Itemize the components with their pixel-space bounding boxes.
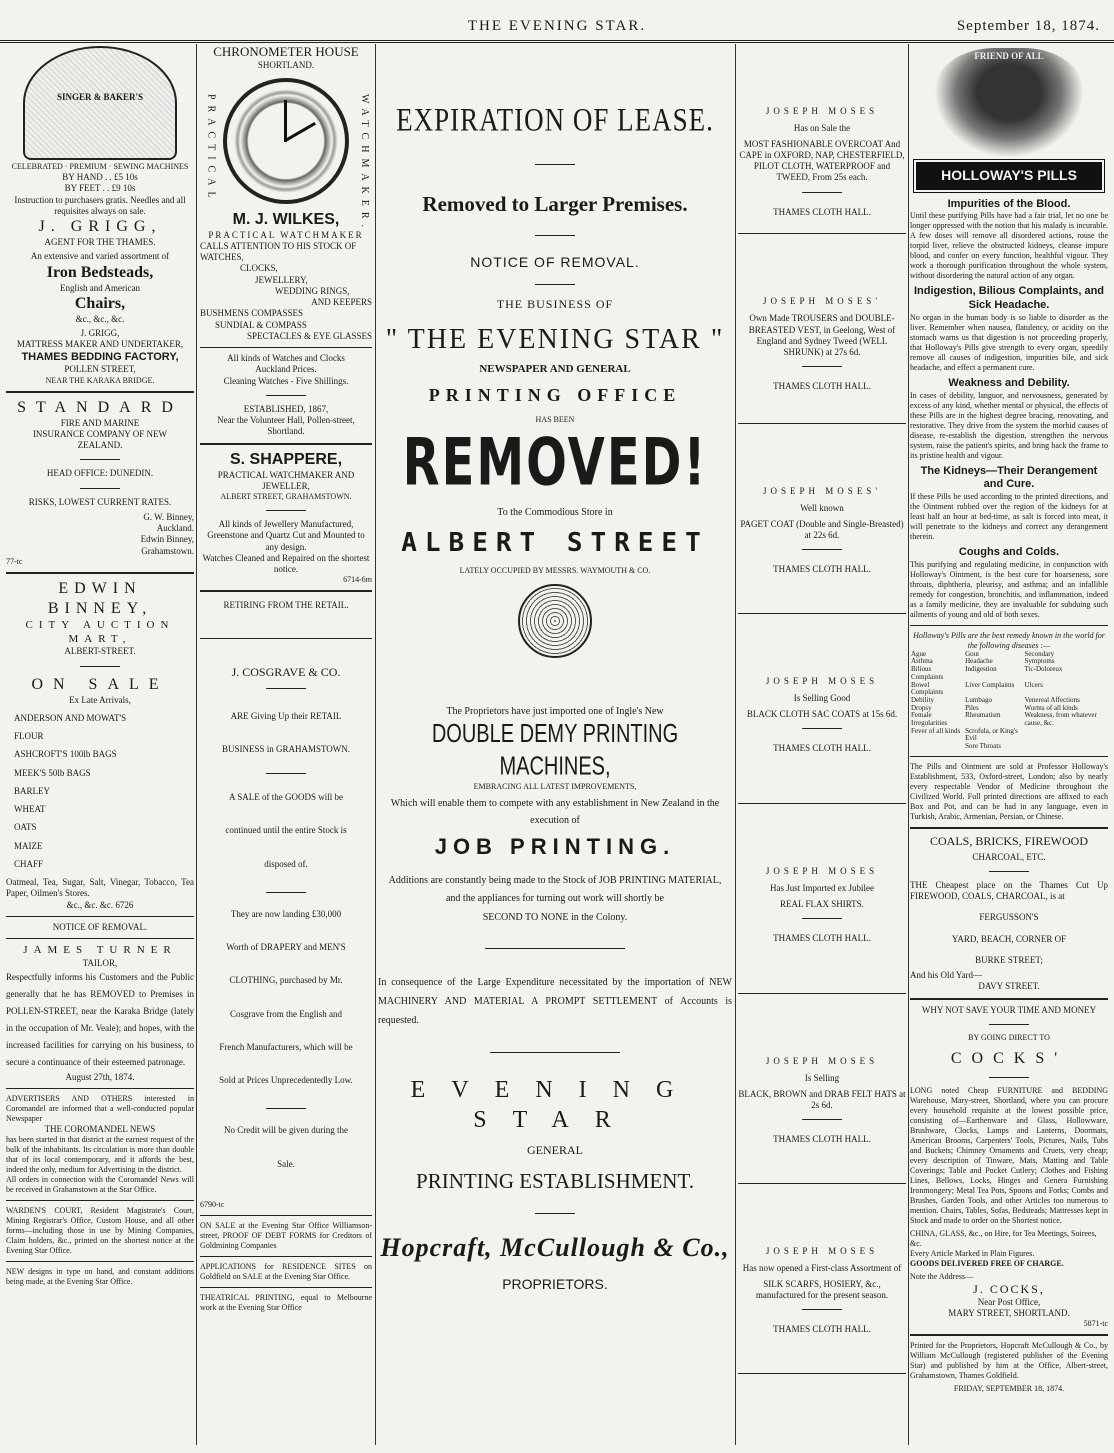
disease-row	[910, 651, 1108, 659]
signature-1: G. W. Binney,	[143, 511, 194, 522]
cosgrave-line: They are now landing £30,000	[230, 908, 342, 919]
retiring-heading: RETIRING FROM THE RETAIL.	[223, 600, 349, 611]
disease-cell: Bilious Complaints	[911, 665, 944, 681]
cocks-heading: COCKS'	[950, 1049, 1068, 1067]
moses-ad	[738, 424, 906, 614]
assortment-text: An extensive and varied assortment of	[30, 251, 170, 262]
moses-ad	[738, 994, 906, 1184]
standard-line1: FIRE AND MARINE	[60, 417, 140, 428]
disease-cell: Rheumatism	[965, 711, 1001, 720]
friend-of-all: FRIEND OF ALL	[974, 51, 1044, 61]
mary-street: MARY STREET, SHORTLAND.	[948, 1308, 1070, 1319]
misc-stores: Oatmeal, Tea, Sugar, Salt, Vinegar, Tobacco, Tea Paper, Oilmen's Stores.	[6, 877, 194, 899]
sale-item: MAIZE	[14, 840, 43, 851]
instruction-text: Instruction to purchasers gratis. Needles and all requisites always on sale.	[14, 194, 186, 216]
holloway-para-3: In cases of debility, languor, and nervousness, generated by excess of any kind, whether mental or physical, the effects of these Pills are in the highest degree bracing, renovating, and restorative. They drive from the system the morbid causes of disease, re-establish the digestion, strengthen the nervous system, raise the patient's spirits, and bring back the frame to its pristine health and vigour.	[910, 390, 1108, 460]
grigg-name: J. GRIGG,	[38, 218, 162, 235]
english-american: English and American	[60, 282, 140, 293]
standard-line2: INSURANCE COMPANY OF NEW	[32, 428, 168, 439]
masthead-date: September 18, 1874.	[956, 18, 1100, 34]
business-of: THE BUSINESS OF	[496, 296, 614, 311]
moses-ad	[738, 1184, 906, 1374]
cosgrave-line: CLOTHING, purchased by Mr.	[229, 975, 343, 986]
evening-star-heading: EVENING STAR	[410, 1077, 700, 1134]
wilkes-calls: CALLS ATTENTION TO HIS STOCK OF WATCHES,	[200, 240, 357, 262]
cosgrave-line: BUSINESS in GRAHAMSTOWN.	[221, 743, 351, 754]
shappere-watches: Watches Cleaned and Repaired on the shortest notice.	[202, 552, 370, 574]
moses-ad-head: JOSEPH MOSES	[765, 106, 879, 116]
moses-ad-footer: THAMES CLOTH HALL.	[773, 742, 871, 753]
charcoal-etc: CHARCOAL, ETC.	[972, 851, 1046, 862]
coromandel-title: THE COROMANDEL NEWS	[44, 1123, 156, 1134]
holloway-para-2: No organ in the human body is so liable to disorder as the liver. Remember when nausea, flatulency, or acidity on the stomach warns us that digestion is not proceeding properly, that Holloway's Pills give strength to every organ, speedily remove all causes of indigestion, impurities bile, and sick headache, and effect a permanent cure.	[910, 312, 1108, 372]
bedding-factory: THAMES BEDDING FACTORY,	[21, 350, 179, 363]
disease-cell: Ague	[911, 649, 927, 658]
coromandel-orders: All orders in connection with the Coromandel News will be received in Grahamstown at the Star Office.	[6, 1175, 194, 1195]
shappere-street: ALBERT STREET, GRAHAMSTOWN.	[220, 492, 352, 501]
proprietors-label: PROPRIETORS.	[502, 1276, 608, 1292]
wilkes-near: Near the Volunteer Hall, Pollen-street,	[217, 415, 355, 425]
disease-cell: Indigestion	[965, 665, 997, 674]
signature-2: Edwin Binney,	[140, 534, 194, 545]
improvements: EMBRACING ALL LATEST IMPROVEMENTS,	[473, 782, 637, 792]
cosgrave-name: J. COSGRAVE & CO.	[231, 664, 341, 679]
sale-item: ASHCROFT'S 100lb BAGS	[14, 749, 117, 760]
cosgrave-line: A SALE of the GOODS will be	[229, 792, 343, 802]
standard-code: 77-tc	[6, 556, 23, 566]
cocks-body: LONG noted Cheap FURNITURE and BEDDING Warehouse, Mary-street, Shortland, where you can procure every household requisite at the lowest possible price, consisting of—Earthenware and Glass, Hollowware, Brushware, Clocks, Lamps and Lanterns, Doormats, American Brooms, Carpenters' Tools, Pictures, Nails, Tubs and Buckets; Chimney Ornaments and Cruets, very cheap; every description of Tinware, Mats, Matting and Table Coverings; Table and Pocket Cutlery; Clothes and Fishing Lines, Bellows, Locks, Hinges and Genera Furnishing Ironmongery; Metal Tea Pots, Spoons and Forks; Combs and Brushes, Garden Tools, and other Articles too numerous to mention. Chairs, Tables, Sofas, Bedsteads; Mattresses kept in Stock and made to order on the Shortest notice.	[910, 1085, 1108, 1225]
yard-beach: YARD, BEACH, CORNER OF	[951, 933, 1067, 944]
disease-row	[910, 682, 1108, 697]
moses-ad-head: JOSEPH MOSES	[765, 676, 879, 686]
second-to-none: SECOND TO NONE in the Colony.	[482, 911, 628, 923]
standard-line3: ZEALAND.	[77, 440, 123, 450]
holloway-sold: The Pills and Ointment are sold at Professor Holloway's Establishment, 533, Oxford-street, London; also by nearly every respectable Vendor of Medicine throughout the Civilized World. Full printed directions are affixed to each Box and Pot, and can be had in any language, even in Turkish, Arabic, Armenian, Persian, or Chinese.	[910, 761, 1108, 821]
column-rule	[735, 44, 736, 1445]
new-designs: NEW designs in type on hand, and constant additions being made, at the Evening Star Office.	[6, 1267, 194, 1287]
warden-court: WARDEN'S COURT, Resident Magistrate's Court, Mining Registrar's Office, Custom House, and all other forms—including those in use by Mining Companies, Claim holders, &c., printed on the shortest notice at the Evening Star Office.	[6, 1206, 194, 1256]
shappere-trade: PRACTICAL WATCHMAKER AND JEWELLER,	[217, 469, 355, 491]
disease-cell: Ulcers	[1024, 680, 1043, 689]
turner-body: Respectfully informs his Customers and the Public generally that he has REMOVED to Premises in POLLEN-STREET, near the Karaka Bridge (lately in the occupation of Mr. Veale); and hopes, with the increased facilities for carrying on his business, to secure a continuance of their esteemed patronage.	[6, 972, 194, 1068]
china-glass: CHINA, GLASS, &c., on Hire, for Tea Meetings, Soirees, &c.	[910, 1228, 1097, 1248]
cosgrave-line: ARE Giving Up their RETAIL	[230, 710, 342, 721]
cosgrave-line: Sale.	[277, 1158, 295, 1169]
commodious-store: To the Commodious Store in	[497, 506, 613, 518]
moses-ad-footer: THAMES CLOTH HALL.	[773, 206, 871, 217]
column-1: SINGER & BAKER'S CELEBRATED · PREMIUM · SEWING MACHINES BY HAND . . £5 10s BY FEET . . £9 10s Instruction to purchasers gratis. Needles and all requisites always on sale. J. GRIGG, AGENT FOR THE THAMES. An extensive and varied assortment of Iron Bedsteads, English and American Chairs, &c., &c., &c. J. GRIGG, MATTRESS MAKER AND UNDERTAKER, THAMES BEDDING FACTORY, POLLEN STREET, NEAR THE KARAKA BRIDGE. STANDARD FIRE AND MARINE INSURANCE COMPANY OF NEW ZEALAND. HEAD OFFICE: DUNEDIN. RISKS, LOWEST CURRENT RATES. G. W. Binney, Auckland. Edwin Binney, Grahamstown. 77-tc EDWIN BINNEY, CITY AUCTION MART, ALBERT-STREET. ON SALE Ex Late Arrivals, ANDERSON AND MOWAT'S FLOUR ASHCROFT'S 100lb BAGS MEEK'S 50lb BAGS BARLEY WHEAT OATS MAIZE CHAFF Oatmeal, Tea, Sugar, Salt, Vinegar, Tobacco, Tea Paper, Oilmen's Stores. &c., &c. &c. 6726 NOTICE OF REMOVAL. JAMES TURNER TAILOR, Respectfully informs his Customers and the Public generally that he has REMOVED to Premises in POLLEN-STREET, near the Karaka Bridge (lately in the occupation of Mr. Veale); and hopes, with the increased facilities for carrying on his business, to secure a continuance of their esteemed patronage. August 27th, 1874. ADVERTISERS AND OTHERS interested in Coromandel are informed that a well-conducted popular Newspaper THE COROMANDEL NEWS has been started in that district at the earnest request of the bulk of the inhabitants. Its circulation is more than double that of its local contemporary, and it affords the best, indeed the only, medium for Advertising in the district. All orders in connection with the Coromandel News will be received in Grahamstown at the Star Office. WARDEN'S COURT, Resident Magistrate's Court, Mining Registrar's Office, Custom House, and all other forms—including those in use by Mining Companies, Claim holders, &c., printed on the shortest notice at the Evening Star Office. NEW designs in type on hand, and constant additions being made, at the Evening Star Office.	[6, 44, 194, 1445]
moses-ad-intro: Is Selling Good	[793, 693, 851, 704]
moses-ad-intro: Well known	[800, 503, 844, 514]
column-5	[910, 44, 1108, 1445]
holloway-engraving	[934, 48, 1084, 158]
disease-cell: Debility	[911, 695, 934, 704]
best-remedy: Holloway's Pills are the best remedy known in the world for the following diseases :—	[913, 630, 1105, 650]
burke-street: BURKE STREET;	[975, 954, 1043, 965]
moses-ad-body: MOST FASHIONABLE OVERCOAT And CAPE in OXFORD, NAP, CHESTERFIELD, PILOT CLOTH, WATERPROOF and TWEED, From 25s each.	[739, 138, 905, 183]
has-been: HAS BEEN	[535, 414, 575, 424]
head-office: HEAD OFFICE: DUNEDIN.	[46, 468, 154, 479]
sale-item: ANDERSON AND MOWAT'S	[14, 712, 127, 723]
notice-of-removal: NOTICE OF REMOVAL.	[52, 921, 148, 932]
moses-ad-body: PAGET COAT (Double and Single-Breasted) at 22s 6d.	[740, 518, 904, 540]
ex-late-arrivals: Ex Late Arrivals,	[69, 694, 131, 705]
disease-cell: Asthma	[911, 657, 933, 666]
sale-item: WHEAT	[14, 804, 46, 814]
machines-heading: DOUBLE DEMY PRINTING MACHINES,	[431, 720, 679, 782]
premium-label: PREMIUM	[69, 162, 107, 171]
imprint-date: FRIDAY, SEPTEMBER 18, 1874.	[953, 1384, 1065, 1394]
moses-ad-footer: THAMES CLOTH HALL.	[773, 932, 871, 943]
wilkes-shortland: Shortland.	[267, 426, 305, 437]
shappere-code: 6714-6m	[343, 575, 372, 585]
singer-banner: SINGER & BAKER'S	[56, 92, 144, 102]
wilkes-kinds: All kinds of Watches and Clocks	[227, 353, 345, 363]
cosgrave-line: No Credit will be given during the	[224, 1125, 348, 1136]
moses-ad-body: Own Made TROUSERS and DOUBLE-BREASTED VEST, in Geelong, West of England and Sydney Tweed (WELL SHRUNK) at 27s 6d.	[748, 313, 896, 357]
firm-name: Hopcraft, McCullough & Co.,	[380, 1232, 730, 1262]
cosgrave-line: French Manufacturers, which will be	[219, 1041, 353, 1052]
cheapest-place: THE Cheapest place on the Thames Cut Up FIREWOOD, COALS, CHARCOAL, is at	[910, 879, 1108, 902]
turner-trade: TAILOR,	[82, 957, 118, 968]
fergusson: FERGUSSON'S	[979, 912, 1039, 923]
newspaper-general: NEWSPAPER AND GENERAL	[479, 362, 631, 375]
etc-text: &c., &c., &c.	[75, 313, 125, 324]
disease-cell: Fever of all kinds	[911, 726, 961, 735]
column-3	[378, 44, 732, 1445]
coals-heading: COALS, BRICKS, FIREWOOD	[929, 833, 1088, 848]
binney-name: EDWIN BINNEY,	[47, 579, 153, 617]
cosgrave-line: Sold at Prices Unprecedentedly Low.	[219, 1075, 353, 1085]
moses-ad	[738, 804, 906, 994]
masthead-title: THE EVENING STAR.	[467, 18, 647, 34]
wilkes-established: ESTABLISHED, 1867,	[243, 403, 329, 414]
binney-etc: &c., &c. &c. 6726	[66, 899, 134, 910]
disease-cell: Female Irregularities	[911, 711, 948, 727]
disease-cell: Piles	[965, 703, 979, 712]
turner-date: August 27th, 1874.	[65, 1071, 135, 1082]
albert-street: ALBERT-STREET.	[64, 646, 136, 657]
sale-item: BARLEY	[14, 785, 50, 796]
moses-ad-head: JOSEPH MOSES'	[763, 296, 881, 306]
moses-ad	[738, 234, 906, 424]
column-rule	[375, 44, 376, 1445]
sale-item: MEEK'S 50lb BAGS	[14, 767, 91, 778]
standard-title: STANDARD	[17, 398, 183, 416]
price-hand: BY HAND . . £5 10s	[62, 172, 138, 182]
notice-removal: NOTICE OF REMOVAL.	[470, 254, 640, 270]
old-yard: And his Old Yard—	[910, 970, 983, 981]
establishment-heading: PRINTING ESTABLISHMENT.	[416, 1169, 694, 1194]
practical-vertical: PRACTICAL	[205, 94, 217, 204]
theatrical-printing: THEATRICAL PRINTING, equal to Melbourne work at the Evening Star Office	[200, 1292, 372, 1312]
mattress-maker: MATTRESS MAKER AND UNDERTAKER,	[16, 339, 184, 350]
near-karaka: NEAR THE KARAKA BRIDGE.	[45, 375, 155, 385]
wilkes-sundial: SUNDIAL & COMPASS	[215, 319, 307, 330]
cosgrave-line: Worth of DRAPERY and MEN'S	[226, 942, 346, 952]
disease-cell: Symptoms	[1024, 657, 1055, 666]
moses-ad-body: BLACK, BROWN and DRAB FELT HATS at 2s 6d.	[738, 1088, 906, 1110]
by-going-direct: BY GOING DIRECT TO	[968, 1032, 1050, 1042]
cosgrave-code: 6790-tc	[200, 1199, 225, 1209]
j-cocks: J. COCKS,	[973, 1281, 1045, 1296]
removed-larger: Removed to Larger Premises.	[422, 191, 688, 216]
moses-ad-body: BLACK CLOTH SAC COATS at 15s 6d.	[746, 708, 898, 719]
holloway-para-4: If these Pills be used according to the printed directions, and the Ointment rubbed over the region of the kidneys for at least half an hour at bed-time, as salt is forced into meat, it will penetrate to the kidneys and correct any derangement therein.	[910, 492, 1108, 541]
chronometer-title: CHRONOMETER HOUSE	[213, 44, 359, 59]
wilkes-wedding: WEDDING RINGS,	[275, 285, 350, 296]
why-not-save: WHY NOT SAVE YOUR TIME AND MONEY	[921, 1004, 1097, 1015]
star-crest-icon	[518, 584, 592, 658]
moses-ad-intro: Is Selling	[804, 1073, 840, 1084]
wilkes-spectacles: SPECTACLES & EYE GLASSES	[246, 330, 372, 341]
execution-of: execution of	[530, 814, 580, 826]
disease-row	[910, 658, 1108, 666]
moses-ad-head: JOSEPH MOSES'	[763, 486, 881, 496]
watchmaker-vertical: WATCHMAKER.	[359, 94, 370, 234]
disease-row	[910, 743, 1108, 751]
disease-cell	[910, 743, 964, 751]
iron-bedsteads: Iron Bedsteads,	[46, 263, 154, 281]
moses-ads-list	[738, 44, 906, 1374]
column-rule	[196, 44, 197, 1445]
holloway-heading-5: Coughs and Colds.	[958, 546, 1060, 558]
disease-row	[910, 697, 1108, 705]
sale-items-list	[6, 713, 194, 870]
disease-row	[910, 712, 1108, 727]
general-label: GENERAL	[527, 1143, 583, 1158]
wilkes-jewellery: JEWELLERY,	[255, 274, 308, 285]
cosgrave-line: Cosgrave from the English and	[230, 1008, 342, 1019]
price-feet: BY FEET . . £9 10s	[64, 183, 136, 194]
sale-item: OATS	[14, 822, 37, 833]
moses-ad-footer: THAMES CLOTH HALL.	[773, 1134, 871, 1144]
coromandel-body: has been started in that district at the earnest request of the bulk of the inhabitants. Its circulation is more than double that of its local contemporary, and it affords the best, indeed the only, medium for Advertising in the district.	[6, 1135, 194, 1175]
column-4	[738, 44, 906, 1445]
shappere-name: S. SHAPPERE,	[229, 450, 343, 468]
goods-delivered: GOODS DELIVERED FREE OF CHARGE.	[910, 1258, 1064, 1268]
disease-row	[910, 728, 1108, 743]
disease-cell: Gout	[965, 649, 980, 658]
coromandel-intro: ADVERTISERS AND OTHERS interested in Coromandel are informed that a well-conducted popular Newspaper	[6, 1093, 194, 1123]
job-printing: JOB PRINTING.	[434, 834, 676, 860]
sewing-machines-label: SEWING MACHINES	[113, 162, 189, 171]
compete-text: Which will enable them to compete with any establishment in New Zealand in the	[390, 798, 720, 810]
disease-cell: Headache	[965, 657, 993, 666]
disease-cell: Worms of all kinds	[1024, 703, 1078, 712]
turner-name: JAMES TURNER	[23, 944, 177, 956]
auction-mart: CITY AUCTION MART,	[25, 618, 175, 645]
sale-item: FLOUR	[14, 731, 44, 741]
davy-street: DAVY STREET.	[978, 981, 1040, 992]
appliances-text: and the appliances for turning out work will shortly be	[445, 893, 664, 905]
chronometer-place: SHORTLAND.	[257, 60, 315, 71]
holloway-heading-2: Indigestion, Bilious Complaints, and Sick Headache.	[913, 285, 1105, 311]
disease-cell	[1024, 743, 1108, 751]
proof-of-debt: ON SALE at the Evening Star Office Williamson-street, PROOF OF DEBT FORMS for Creditors of Goldmining Companies	[200, 1220, 372, 1250]
moses-ad-footer: THAMES CLOTH HALL.	[773, 1324, 871, 1334]
column-rule	[908, 44, 909, 1445]
sale-item: CHAFF	[14, 858, 44, 869]
imprint: Printed for the Proprietors, Hopcraft McCullough & Co., by William McCullough (registered publisher of the Evening Star) and published by him at the Office, Albert-street, Grahamstown, Thames Goldfield.	[910, 1341, 1108, 1381]
holloways-pills-banner: HOLLOWAY'S PILLS	[916, 162, 1102, 190]
disease-cell: Secondary	[1024, 649, 1055, 658]
disease-row	[910, 666, 1108, 681]
disease-cell: Scrofula, or King's Evil	[965, 726, 1018, 743]
moses-ad-head: JOSEPH MOSES	[765, 866, 879, 876]
moses-ad-intro: Has Just Imported ex Jubilee	[770, 883, 874, 894]
moses-ad-intro: Has on Sale the	[793, 123, 851, 134]
cosgrave-line: continued until the entire Stock is	[225, 825, 347, 836]
moses-ad	[738, 44, 906, 234]
moses-ad-head: JOSEPH MOSES	[765, 1246, 879, 1256]
column-2	[200, 44, 372, 1445]
paper-name: " THE EVENING STAR "	[385, 323, 725, 355]
residence-sites: APPLICATIONS for RESIDENCE SITES on Goldfield on SALE at the Evening Star Office.	[200, 1261, 372, 1281]
printing-office: PRINTING OFFICE	[428, 385, 682, 406]
lately-occupied: LATELY OCCUPIED BY MESSRS. WAYMOUTH & CO.	[459, 565, 651, 575]
disease-cell: Lumbago	[965, 695, 992, 704]
albert-street-heading: ALBERT STREET	[401, 528, 709, 559]
disease-cell: Tic-Doloreux	[1024, 665, 1063, 674]
wilkes-name: M. J. WILKES,	[232, 210, 340, 228]
additions-text: Additions are constantly being made to the Stock of JOB PRINTING MATERIAL,	[388, 874, 722, 886]
disease-cell: Dropsy	[911, 703, 932, 712]
moses-ad	[738, 614, 906, 804]
holloway-heading-1: Impurities of the Blood.	[947, 197, 1071, 210]
pollen-street: POLLEN STREET,	[64, 364, 136, 375]
on-sale-heading: ON SALE	[31, 675, 169, 693]
holloway-heading-4: The Kidneys—Their Derangement and Cure.	[920, 464, 1098, 491]
disease-cell	[1024, 728, 1108, 743]
moses-ad-footer: THAMES CLOTH HALL.	[773, 564, 871, 574]
moses-ad-body: REAL FLAX SHIRTS.	[780, 898, 864, 909]
wilkes-bushmens: BUSHMENS COMPASSES	[200, 308, 303, 319]
wilkes-auckland: Auckland Prices.	[255, 364, 317, 375]
grigg-agent: AGENT FOR THE THAMES.	[44, 237, 156, 247]
celebrated-label: CELEBRATED	[11, 162, 63, 171]
signature-2-place: Grahamstown.	[141, 545, 194, 556]
wilkes-trade: PRACTICAL WATCHMAKER	[208, 229, 364, 240]
cosgrave-line: disposed of.	[264, 858, 308, 869]
holloway-para-1: Until these purifying Pills have had a fair trial, let no one be longer oppressed with the notion that his malady is incurable. A few doses will remove all disordered actions, rouse the torpid liver, relieve the obstructed kidneys, cleanse impure blood, and confer on every function, healthful vigour. They work a thorough purification throughout the whole system, without disordering the natural action of any organ.	[910, 211, 1108, 281]
plain-figures: Every Article Marked in Plain Figures.	[910, 1248, 1035, 1258]
risks-text: RISKS, LOWEST CURRENT RATES.	[28, 496, 172, 507]
moses-ad-footer: THAMES CLOTH HALL.	[773, 381, 871, 392]
expenditure-notice: In consequence of the Large Expenditure necessitated by the importation of NEW MACHINERY AND MATERIAL A PROMPT SETTLEMENT of Accounts is requested.	[378, 977, 732, 1027]
disease-cell: Weakness, from whatever cause, &c.	[1024, 711, 1097, 727]
clock-icon	[223, 78, 349, 204]
wilkes-clocks: CLOCKS,	[240, 263, 278, 274]
signature-1-place: Auckland.	[156, 523, 194, 533]
disease-cell: Bowel Complaints	[911, 680, 944, 697]
removed-heading: REMOVED!	[402, 424, 708, 501]
disease-cell: Venereal Affections	[1024, 695, 1080, 704]
note-address: Note the Address—	[910, 1271, 974, 1281]
moses-ad-intro: Has now opened a First-class Assortment of	[742, 1263, 902, 1274]
disease-cell: Sore Throats	[965, 742, 1001, 750]
wilkes-keepers: AND KEEPERS	[311, 297, 372, 307]
wilkes-cleaning: Cleaning Watches - Five Shillings.	[223, 375, 349, 386]
disease-cell: Liver Complaints	[965, 680, 1015, 689]
shappere-body: All kinds of Jewellery Manufactured, Greenstone and Quartz Cut and Mounted to any design.	[207, 519, 365, 552]
near-post-office: Near Post Office,	[977, 1296, 1041, 1307]
cocks-code: 5871-tc	[1083, 1319, 1108, 1329]
cosgrave-body	[200, 711, 372, 1170]
moses-ad-head: JOSEPH MOSES	[765, 1056, 879, 1066]
moses-ad-body: SILK SCARFS, HOSIERY, &c., manufactured for the present season.	[755, 1278, 889, 1300]
masthead	[0, 0, 1114, 43]
disease-table	[910, 651, 1108, 751]
holloway-para-5: This purifying and regulating medicine, in conjunction with Holloway's Ointment, is the best cure for hoarseness, sore throats, diphtheria, pleurisy, and asthma; and an infallible remedy for congestion, bronchitis, and inflammation, indeed as a family medicine, they are invaluable for subduing such ailments of young and old of both sexes.	[910, 559, 1108, 619]
holloway-heading-3: Weakness and Debility.	[948, 376, 1070, 389]
chairs-heading: Chairs,	[74, 294, 126, 312]
expiration-heading: EXPIRATION OF LEASE.	[396, 101, 714, 138]
sewing-machine-engraving	[23, 46, 177, 160]
imported-text: The Proprietors have just imported one of Ingle's New	[446, 705, 664, 717]
grigg-name-2: J. GRIGG,	[80, 328, 120, 338]
